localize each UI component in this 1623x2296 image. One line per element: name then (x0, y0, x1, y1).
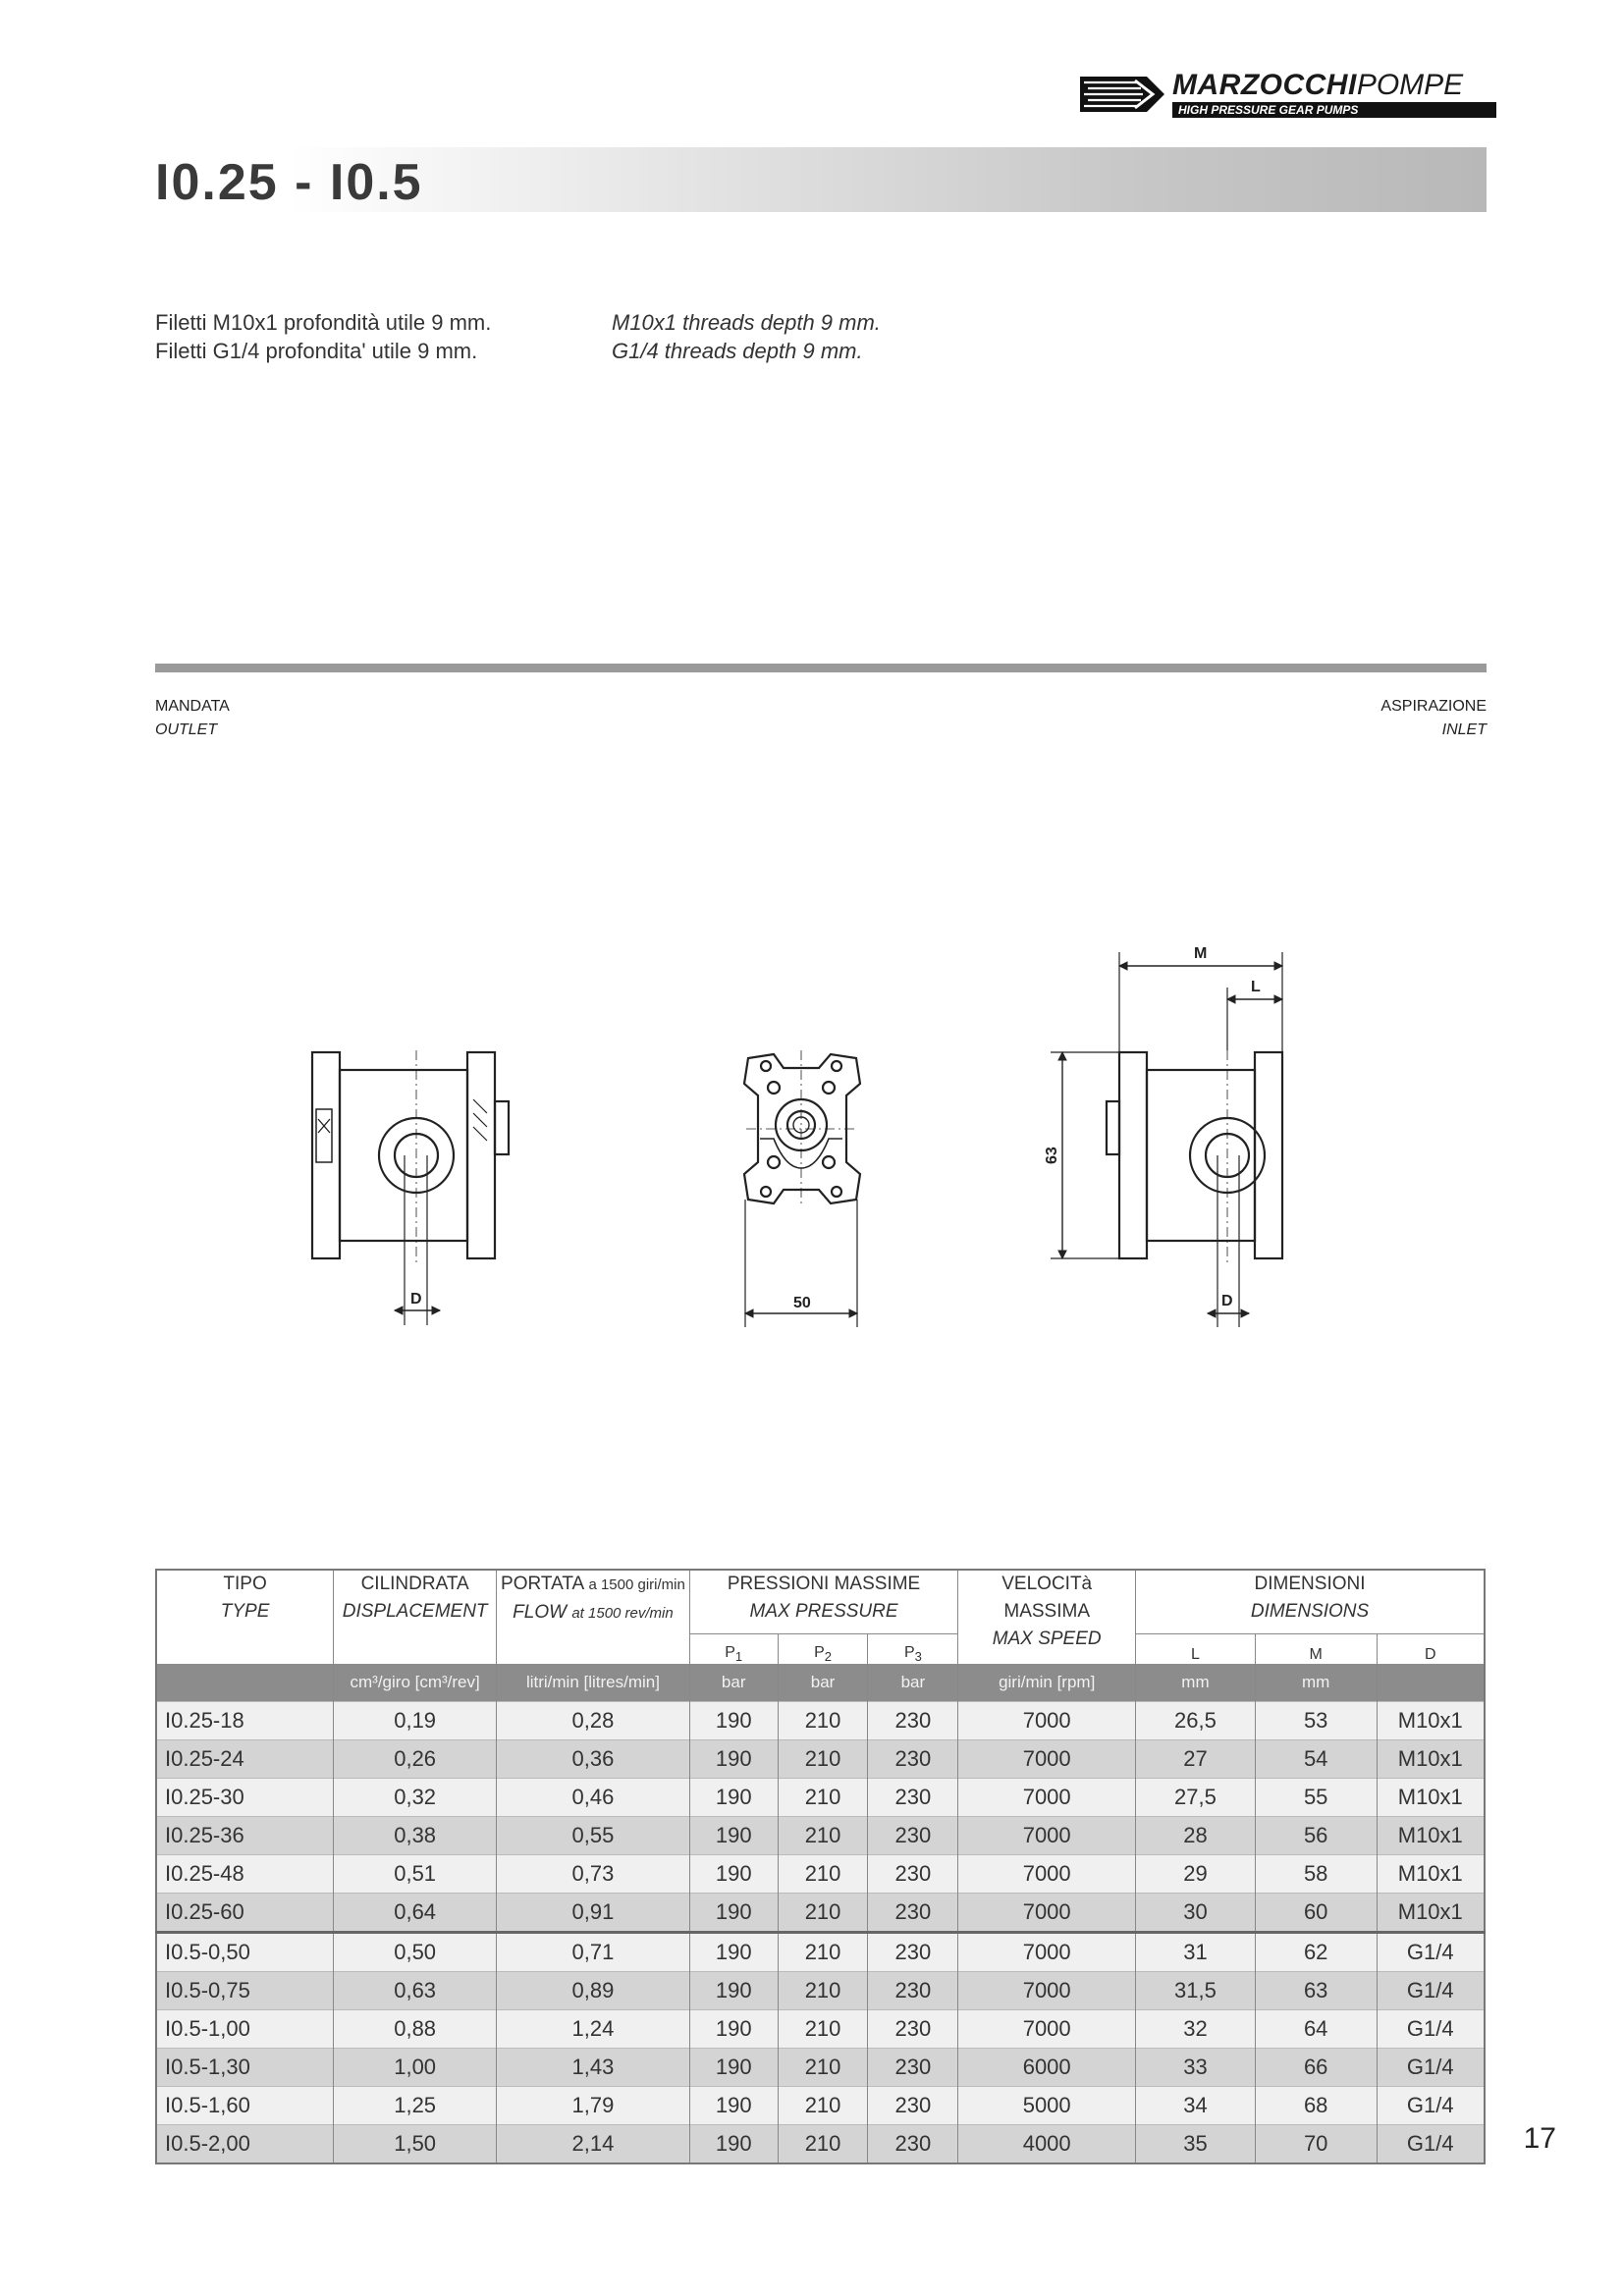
table-row (156, 1779, 1485, 1817)
dim-en: DIMENSIONS (1250, 1601, 1370, 1622)
col-l: L (1136, 1634, 1256, 1665)
cell-displacement: 1,50 (334, 2125, 497, 2164)
cil-it: CILINDRATA (360, 1574, 469, 1594)
cell-tipo: I0.5-0,50 (156, 1933, 334, 1972)
cell-tipo: I0.25-30 (156, 1779, 334, 1817)
cell-p2: 210 (778, 2049, 868, 2087)
cell-m: 58 (1255, 1855, 1377, 1894)
cell-speed: 7000 (958, 2010, 1136, 2049)
table-row (156, 2125, 1485, 2164)
inlet-label-en: INLET (1441, 721, 1487, 738)
cell-speed: 7000 (958, 1702, 1136, 1740)
brand-tagline: HIGH PRESSURE GEAR PUMPS (1172, 102, 1496, 118)
cell-p2: 210 (778, 1894, 868, 1933)
col-m: M (1255, 1634, 1377, 1665)
port-it-sub: a 1500 giri/min (588, 1576, 685, 1593)
tipo-en: TYPE (220, 1601, 270, 1622)
col-pressure (689, 1570, 958, 1634)
cell-displacement: 0,50 (334, 1933, 497, 1972)
unit-tipo (156, 1664, 334, 1702)
cell-l: 35 (1136, 2125, 1256, 2164)
notes-english (612, 308, 881, 365)
port-en-sub: at 1500 rev/min (571, 1605, 674, 1622)
cell-speed: 7000 (958, 1817, 1136, 1855)
cell-m: 66 (1255, 2049, 1377, 2087)
cell-speed: 7000 (958, 1972, 1136, 2010)
dim-50: 50 (793, 1295, 811, 1311)
cell-p3: 230 (868, 1855, 958, 1894)
brand-bold: MARZOCCHI (1172, 69, 1357, 101)
cell-p3: 230 (868, 1817, 958, 1855)
page-number: 17 (1523, 2122, 1556, 2155)
unit-mm-l: mm (1136, 1664, 1256, 1702)
cell-p1: 190 (689, 2087, 778, 2125)
unit-bar2: bar (778, 1664, 868, 1702)
cell-tipo: I0.5-0,75 (156, 1972, 334, 2010)
cell-p3: 230 (868, 2125, 958, 2164)
table-row (156, 1933, 1485, 1972)
cell-d: M10x1 (1377, 1740, 1485, 1779)
cell-speed: 7000 (958, 1740, 1136, 1779)
inlet-side-view (1051, 952, 1282, 1327)
cell-l: 34 (1136, 2087, 1256, 2125)
col-speed (958, 1570, 1136, 1664)
cell-p3: 230 (868, 2049, 958, 2087)
cell-tipo: I0.25-18 (156, 1702, 334, 1740)
cell-displacement: 0,19 (334, 1702, 497, 1740)
cell-m: 60 (1255, 1894, 1377, 1933)
cell-p3: 230 (868, 1894, 958, 1933)
logo-mark-icon (1078, 71, 1168, 116)
cell-tipo: I0.5-1,60 (156, 2087, 334, 2125)
outlet-label-it: MANDATA (155, 698, 230, 715)
cell-p1: 190 (689, 1817, 778, 1855)
dim-l: L (1251, 979, 1261, 995)
cell-displacement: 0,51 (334, 1855, 497, 1894)
cell-flow: 1,79 (497, 2087, 690, 2125)
brand-name (1172, 71, 1463, 100)
cell-l: 32 (1136, 2010, 1256, 2049)
cell-m: 63 (1255, 1972, 1377, 2010)
cell-p1: 190 (689, 1933, 778, 1972)
cell-p2: 210 (778, 1779, 868, 1817)
cell-l: 27 (1136, 1740, 1256, 1779)
dim-m: M (1194, 945, 1208, 962)
cell-p2: 210 (778, 1817, 868, 1855)
cell-flow: 0,89 (497, 1972, 690, 2010)
unit-mm-m: mm (1255, 1664, 1377, 1702)
cell-l: 26,5 (1136, 1702, 1256, 1740)
port-en: FLOW (513, 1602, 568, 1623)
table-row (156, 2087, 1485, 2125)
cell-m: 68 (1255, 2087, 1377, 2125)
table-row (156, 2010, 1485, 2049)
cell-p2: 210 (778, 2087, 868, 2125)
cell-flow: 0,73 (497, 1855, 690, 1894)
cell-l: 31 (1136, 1933, 1256, 1972)
cell-displacement: 0,38 (334, 1817, 497, 1855)
inlet-label (1380, 695, 1487, 742)
cell-p2: 210 (778, 1702, 868, 1740)
cell-m: 53 (1255, 1702, 1377, 1740)
cell-tipo: I0.5-1,30 (156, 2049, 334, 2087)
cell-tipo: I0.5-2,00 (156, 2125, 334, 2164)
cell-flow: 0,71 (497, 1933, 690, 1972)
dim-it: DIMENSIONI (1254, 1574, 1366, 1594)
note-it-1: Filetti M10x1 profondità utile 9 mm. (155, 310, 492, 335)
cell-d: G1/4 (1377, 1933, 1485, 1972)
header-row (156, 1570, 1485, 1634)
cell-displacement: 0,64 (334, 1894, 497, 1933)
cell-flow: 0,28 (497, 1702, 690, 1740)
outlet-side-view (312, 1050, 509, 1325)
cell-flow: 2,14 (497, 2125, 690, 2164)
cell-flow: 0,46 (497, 1779, 690, 1817)
cell-p3: 230 (868, 1740, 958, 1779)
cell-tipo: I0.25-24 (156, 1740, 334, 1779)
vel-it: VELOCITà MASSIMA (1001, 1574, 1093, 1622)
cell-displacement: 0,26 (334, 1740, 497, 1779)
cell-p3: 230 (868, 2087, 958, 2125)
section-divider (155, 664, 1487, 672)
unit-d (1377, 1664, 1485, 1702)
cell-displacement: 1,25 (334, 2087, 497, 2125)
col-flow (497, 1570, 690, 1664)
cell-m: 70 (1255, 2125, 1377, 2164)
note-en-2: G1/4 threads depth 9 mm. (612, 339, 863, 363)
outlet-label (155, 695, 230, 742)
col-p3: $P_3$ (868, 1634, 958, 1665)
brand-light: POMPE (1356, 69, 1464, 101)
cell-p2: 210 (778, 1933, 868, 1972)
note-en-1: M10x1 threads depth 9 mm. (612, 310, 881, 335)
table-row (156, 1894, 1485, 1933)
units-row (156, 1664, 1485, 1702)
vel-en: MAX SPEED (992, 1629, 1102, 1649)
dim-d-left: D (410, 1291, 422, 1308)
cell-speed: 7000 (958, 1933, 1136, 1972)
port-it: PORTATA (501, 1574, 584, 1594)
spec-table-body (156, 1702, 1485, 2164)
cell-l: 28 (1136, 1817, 1256, 1855)
press-en: MAX PRESSURE (749, 1601, 898, 1622)
outlet-label-en: OUTLET (155, 721, 218, 738)
pump-technical-drawing (295, 933, 1375, 1374)
cell-displacement: 0,63 (334, 1972, 497, 2010)
cell-p2: 210 (778, 2010, 868, 2049)
col-tipo (156, 1570, 334, 1664)
cell-p2: 210 (778, 2125, 868, 2164)
cell-d: G1/4 (1377, 2125, 1485, 2164)
cell-p1: 190 (689, 2125, 778, 2164)
cell-tipo: I0.5-1,00 (156, 2010, 334, 2049)
dim-63: 63 (1044, 1147, 1060, 1164)
cell-p2: 210 (778, 1972, 868, 2010)
cell-flow: 1,43 (497, 2049, 690, 2087)
unit-cil: cm³/giro [cm³/rev] (334, 1664, 497, 1702)
unit-port: litri/min [litres/min] (497, 1664, 690, 1702)
cell-flow: 0,91 (497, 1894, 690, 1933)
cell-p3: 230 (868, 1972, 958, 2010)
cell-l: 27,5 (1136, 1779, 1256, 1817)
cell-p1: 190 (689, 1702, 778, 1740)
cell-d: G1/4 (1377, 2010, 1485, 2049)
cell-l: 29 (1136, 1855, 1256, 1894)
table-row (156, 1702, 1485, 1740)
cell-displacement: 0,32 (334, 1779, 497, 1817)
note-it-2: Filetti G1/4 profondita' utile 9 mm. (155, 339, 478, 363)
cell-m: 56 (1255, 1817, 1377, 1855)
cell-tipo: I0.25-48 (156, 1855, 334, 1894)
cell-flow: 0,55 (497, 1817, 690, 1855)
cell-d: M10x1 (1377, 1779, 1485, 1817)
col-p2: $P_2$ (778, 1634, 868, 1665)
cell-p1: 190 (689, 1740, 778, 1779)
cell-speed: 7000 (958, 1779, 1136, 1817)
cell-d: M10x1 (1377, 1817, 1485, 1855)
brand-logo (1078, 69, 1500, 120)
cell-d: M10x1 (1377, 1894, 1485, 1933)
cell-tipo: I0.25-36 (156, 1817, 334, 1855)
front-view (744, 1050, 860, 1327)
cell-d: G1/4 (1377, 2087, 1485, 2125)
cell-speed: 7000 (958, 1855, 1136, 1894)
tipo-it: TIPO (223, 1574, 267, 1594)
cell-displacement: 0,88 (334, 2010, 497, 2049)
cell-p3: 230 (868, 2010, 958, 2049)
cell-p1: 190 (689, 1779, 778, 1817)
cell-m: 62 (1255, 1933, 1377, 1972)
col-d: D (1377, 1634, 1485, 1665)
cell-l: 31,5 (1136, 1972, 1256, 2010)
cell-m: 54 (1255, 1740, 1377, 1779)
col-p1: $P_1$ (689, 1634, 778, 1665)
unit-bar3: bar (868, 1664, 958, 1702)
cell-displacement: 1,00 (334, 2049, 497, 2087)
cell-p1: 190 (689, 1855, 778, 1894)
cell-p3: 230 (868, 1779, 958, 1817)
cell-p2: 210 (778, 1855, 868, 1894)
cell-flow: 0,36 (497, 1740, 690, 1779)
col-displacement (334, 1570, 497, 1664)
press-it: PRESSIONI MASSIME (727, 1574, 921, 1594)
notes-italian (155, 308, 491, 365)
cell-l: 33 (1136, 2049, 1256, 2087)
cell-d: G1/4 (1377, 1972, 1485, 2010)
table-row (156, 1972, 1485, 2010)
cell-p2: 210 (778, 1740, 868, 1779)
dim-d-right: D (1221, 1293, 1233, 1309)
cell-speed: 4000 (958, 2125, 1136, 2164)
cell-d: M10x1 (1377, 1855, 1485, 1894)
cell-p3: 230 (868, 1702, 958, 1740)
cell-m: 64 (1255, 2010, 1377, 2049)
table-row (156, 2049, 1485, 2087)
cell-p1: 190 (689, 2010, 778, 2049)
cell-d: G1/4 (1377, 2049, 1485, 2087)
cell-p1: 190 (689, 1972, 778, 2010)
cell-d: M10x1 (1377, 1702, 1485, 1740)
inlet-label-it: ASPIRAZIONE (1380, 698, 1487, 715)
cell-speed: 6000 (958, 2049, 1136, 2087)
cell-flow: 1,24 (497, 2010, 690, 2049)
unit-speed: giri/min [rpm] (958, 1664, 1136, 1702)
cell-m: 55 (1255, 1779, 1377, 1817)
cell-p3: 230 (868, 1933, 958, 1972)
title-band (155, 147, 1487, 212)
cell-p1: 190 (689, 2049, 778, 2087)
cell-l: 30 (1136, 1894, 1256, 1933)
page-title: I0.25 - I0.5 (155, 154, 423, 211)
cell-speed: 5000 (958, 2087, 1136, 2125)
cell-speed: 7000 (958, 1894, 1136, 1933)
cil-en: DISPLACEMENT (342, 1601, 488, 1622)
table-row (156, 1855, 1485, 1894)
cell-p1: 190 (689, 1894, 778, 1933)
spec-table (155, 1569, 1486, 2164)
table-row (156, 1740, 1485, 1779)
cell-tipo: I0.25-60 (156, 1894, 334, 1933)
unit-bar1: bar (689, 1664, 778, 1702)
table-row (156, 1817, 1485, 1855)
col-dimensions (1136, 1570, 1485, 1634)
